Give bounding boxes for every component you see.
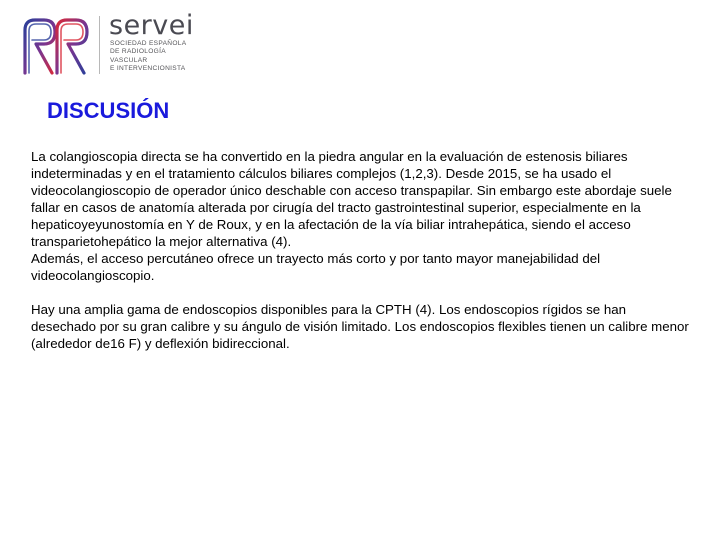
slide-title: DISCUSIÓN [47,98,170,123]
paragraph: La colangioscopia directa se ha convertido en la piedra angular en la evaluación de estenosis biliares indeterminadas y en el tratamiento cálculos biliares complejos (1,2,3). Desde 2015, se ha usado el videocolangioscopio de operador único deschable con acceso transpapilar. Sin embargo este abordaje suele fallar en casos de anatomía alterada por cirugía del tracto gastrointestinal superior, especialmente en la hepaticoyeyunostomía en Y de Roux, y en la afectación de la vía biliar intrahepática, siendo el acceso transparietohepático la mejor alternativa (4). [31,149,672,249]
paragraph: Hay una amplia gama de endoscopios disponibles para la CPTH (4). Los endoscopios rígidos se han desechado por su gran calibre y su ángulo de visión limitado. Los endoscopios flexibles tienen un calibre menor (alrededor de16 F) y deflexión bidireccional. [31,302,689,351]
logo-name: servei [109,10,194,41]
logo-tagline-line: SOCIEDAD ESPAÑOLA [110,40,187,47]
logo-divider [99,16,100,74]
logo-mark-icon [22,16,92,76]
servei-logo [22,10,222,78]
logo-tagline-line: E INTERVENCIONISTA [110,65,186,73]
logo-tagline-line: DE RADIOLOGÍA [110,48,166,56]
slide-body [31,148,691,352]
logo-tagline-line: VASCULAR [110,56,148,64]
paragraph: Además, el acceso percutáneo ofrece un trayecto más corto y por tanto mayor manejabilidad del videocolangioscopio. [31,251,601,283]
logo-tagline [110,40,186,74]
paragraph-spacer [31,284,691,301]
